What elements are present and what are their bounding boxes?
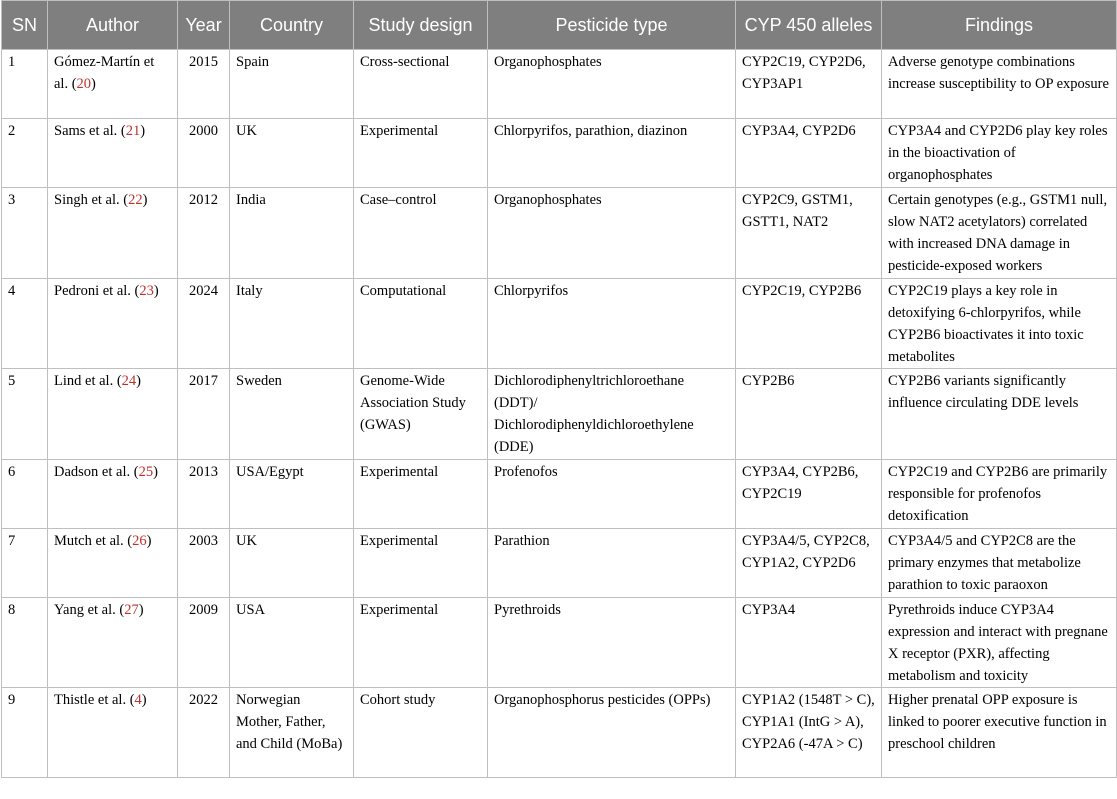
cell-findings: Pyrethroids induce CYP3A4 expression and interact with pregnane X receptor (PXR), affecting metabolism and toxicity bbox=[882, 598, 1117, 688]
cell-pesticide-type: Chlorpyrifos bbox=[488, 279, 736, 369]
cell-findings: Certain genotypes (e.g., GSTM1 null, slow NAT2 acetylators) correlated with increased DNA damage in pesticide-exposed workers bbox=[882, 188, 1117, 279]
cell-country: India bbox=[230, 188, 354, 279]
author-text: Singh et al. ( bbox=[54, 192, 129, 208]
cell-author bbox=[48, 119, 178, 188]
cell-pesticide-type: Organophosphorus pesticides (OPPs) bbox=[488, 688, 736, 778]
header-findings: Findings bbox=[882, 1, 1117, 50]
cell-year: 2003 bbox=[178, 529, 230, 598]
cell-year: 2013 bbox=[178, 460, 230, 529]
author-text-end: ) bbox=[146, 533, 152, 549]
author-text: Yang et al. ( bbox=[54, 602, 125, 618]
cell-sn: 5 bbox=[2, 369, 48, 460]
author-text: Mutch et al. ( bbox=[54, 533, 133, 549]
cell-country: USA bbox=[230, 598, 354, 688]
header-cyp450-alleles: CYP 450 alleles bbox=[736, 1, 882, 50]
cell-pesticide-type: Organophosphates bbox=[488, 188, 736, 279]
cell-sn: 2 bbox=[2, 119, 48, 188]
cell-findings: CYP2B6 variants significantly influence circulating DDE levels bbox=[882, 369, 1117, 460]
cell-alleles: CYP3A4 bbox=[736, 598, 882, 688]
author-text-end: ) bbox=[141, 692, 147, 708]
cell-study-design: Cohort study bbox=[354, 688, 488, 778]
cell-findings: CYP3A4/5 and CYP2C8 are the primary enzymes that metabolize parathion to toxic paraoxon bbox=[882, 529, 1117, 598]
cell-country: USA/Egypt bbox=[230, 460, 354, 529]
cell-sn: 1 bbox=[2, 50, 48, 119]
cell-pesticide-type: Parathion bbox=[488, 529, 736, 598]
table-row bbox=[2, 50, 1117, 119]
cell-author bbox=[48, 688, 178, 778]
cell-alleles: CYP2C19, CYP2B6 bbox=[736, 279, 882, 369]
header-pesticide-type: Pesticide type bbox=[488, 1, 736, 50]
cell-findings: Higher prenatal OPP exposure is linked to poorer executive function in preschool children bbox=[882, 688, 1117, 778]
header-year: Year bbox=[178, 1, 230, 50]
cell-findings: CYP2C19 plays a key role in detoxifying 6-chlorpyrifos, while CYP2B6 bioactivates it into toxic metabolites bbox=[882, 279, 1117, 369]
author-text: Sams et al. ( bbox=[54, 123, 126, 139]
cell-sn: 9 bbox=[2, 688, 48, 778]
table-row bbox=[2, 119, 1117, 188]
author-text-end: ) bbox=[153, 283, 159, 299]
reference-link[interactable]: 22 bbox=[128, 192, 143, 208]
cell-country: Italy bbox=[230, 279, 354, 369]
reference-link[interactable]: 23 bbox=[139, 283, 154, 299]
cell-sn: 4 bbox=[2, 279, 48, 369]
cell-sn: 3 bbox=[2, 188, 48, 279]
cell-alleles: CYP2C19, CYP2D6, CYP3AP1 bbox=[736, 50, 882, 119]
reference-link[interactable]: 27 bbox=[124, 602, 139, 618]
table-row bbox=[2, 598, 1117, 688]
cell-pesticide-type: Pyrethroids bbox=[488, 598, 736, 688]
cell-alleles: CYP2B6 bbox=[736, 369, 882, 460]
cell-study-design: Experimental bbox=[354, 119, 488, 188]
cell-alleles: CYP1A2 (1548T > C), CYP1A1 (IntG > A), CYP2A6 (-47A > C) bbox=[736, 688, 882, 778]
cell-findings: CYP3A4 and CYP2D6 play key roles in the bioactivation of organophosphates bbox=[882, 119, 1117, 188]
author-text: Pedroni et al. ( bbox=[54, 283, 140, 299]
author-text-end: ) bbox=[138, 602, 144, 618]
cell-pesticide-type: Profenofos bbox=[488, 460, 736, 529]
cell-author bbox=[48, 460, 178, 529]
cell-sn: 6 bbox=[2, 460, 48, 529]
header-study-design: Study design bbox=[354, 1, 488, 50]
cell-study-design: Experimental bbox=[354, 460, 488, 529]
header-sn: SN bbox=[2, 1, 48, 50]
author-text: Thistle et al. ( bbox=[54, 692, 135, 708]
cell-alleles: CYP3A4/5, CYP2C8, CYP1A2, CYP2D6 bbox=[736, 529, 882, 598]
table-row bbox=[2, 529, 1117, 598]
author-text-end: ) bbox=[153, 464, 158, 480]
cell-study-design: Case–control bbox=[354, 188, 488, 279]
reference-link[interactable]: 24 bbox=[121, 373, 137, 389]
cell-year: 2017 bbox=[178, 369, 230, 460]
cell-author bbox=[48, 529, 178, 598]
table-row bbox=[2, 460, 1117, 529]
author-text-end: ) bbox=[136, 373, 141, 389]
author-text-end: ) bbox=[142, 192, 148, 208]
header-row bbox=[2, 1, 1117, 50]
reference-link[interactable]: 20 bbox=[76, 76, 92, 92]
cell-country: Spain bbox=[230, 50, 354, 119]
cell-pesticide-type: Chlorpyrifos, parathion, diazinon bbox=[488, 119, 736, 188]
cell-study-design: Genome-Wide Association Study (GWAS) bbox=[354, 369, 488, 460]
table-row bbox=[2, 279, 1117, 369]
cell-alleles: CYP3A4, CYP2D6 bbox=[736, 119, 882, 188]
cell-year: 2024 bbox=[178, 279, 230, 369]
cell-author bbox=[48, 279, 178, 369]
cell-year: 2022 bbox=[178, 688, 230, 778]
cell-country: Sweden bbox=[230, 369, 354, 460]
author-text-end: ) bbox=[140, 123, 146, 139]
table-row bbox=[2, 369, 1117, 460]
cell-findings: CYP2C19 and CYP2B6 are primarily responsible for profenofos detoxification bbox=[882, 460, 1117, 529]
cell-country: Norwegian Mother, Father, and Child (MoBa) bbox=[230, 688, 354, 778]
cell-study-design: Cross-sectional bbox=[354, 50, 488, 119]
cell-country: UK bbox=[230, 119, 354, 188]
cell-author bbox=[48, 188, 178, 279]
reference-link[interactable]: 4 bbox=[134, 692, 142, 708]
cell-year: 2009 bbox=[178, 598, 230, 688]
reference-link[interactable]: 26 bbox=[132, 533, 147, 549]
cell-alleles: CYP2C9, GSTM1, GSTT1, NAT2 bbox=[736, 188, 882, 279]
studies-table bbox=[1, 0, 1117, 778]
cell-year: 2000 bbox=[178, 119, 230, 188]
cell-alleles: CYP3A4, CYP2B6, CYP2C19 bbox=[736, 460, 882, 529]
cell-year: 2012 bbox=[178, 188, 230, 279]
author-text: Dadson et al. ( bbox=[54, 464, 139, 480]
header-author: Author bbox=[48, 1, 178, 50]
cell-pesticide-type: Dichlorodiphenyltrichloroethane (DDT)/ Dichlorodiphenyldichloroethylene (DDE) bbox=[488, 369, 736, 460]
cell-study-design: Experimental bbox=[354, 598, 488, 688]
cell-sn: 7 bbox=[2, 529, 48, 598]
cell-study-design: Experimental bbox=[354, 529, 488, 598]
cell-author bbox=[48, 50, 178, 119]
cell-findings: Adverse genotype combinations increase susceptibility to OP exposure bbox=[882, 50, 1117, 119]
reference-link[interactable]: 21 bbox=[125, 123, 141, 139]
table-row bbox=[2, 688, 1117, 778]
header-country: Country bbox=[230, 1, 354, 50]
author-text-end: ) bbox=[91, 76, 96, 92]
cell-pesticide-type: Organophosphates bbox=[488, 50, 736, 119]
cell-author bbox=[48, 598, 178, 688]
cell-study-design: Computational bbox=[354, 279, 488, 369]
author-text: Gómez-Martín et al. ( bbox=[54, 54, 155, 92]
reference-link[interactable]: 25 bbox=[138, 464, 154, 480]
cell-country: UK bbox=[230, 529, 354, 598]
cell-sn: 8 bbox=[2, 598, 48, 688]
table-row bbox=[2, 188, 1117, 279]
cell-author bbox=[48, 369, 178, 460]
cell-year: 2015 bbox=[178, 50, 230, 119]
author-text: Lind et al. ( bbox=[54, 373, 122, 389]
